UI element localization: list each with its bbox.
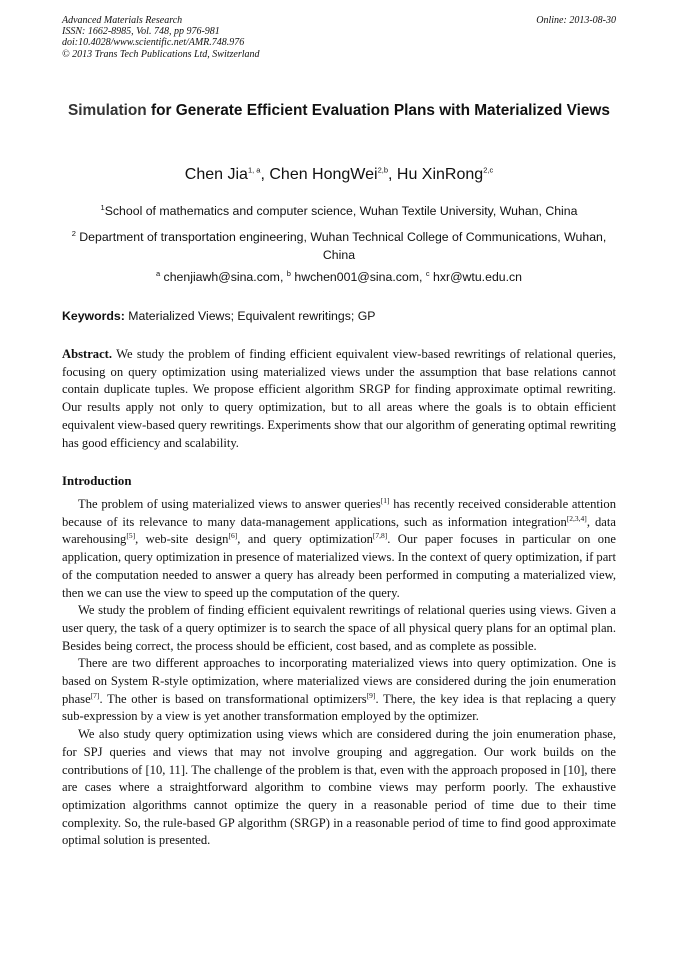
- author-name: Chen HongWei: [269, 166, 378, 183]
- citation[interactable]: [1]: [380, 495, 390, 505]
- text-run: There are two different approaches to incorporating materialized views into query optimization. One is based on System R-style optimization, where materialized views are considered during the join enumeration phase: [62, 656, 616, 706]
- author-sup: 2,c: [483, 165, 494, 175]
- affiliation-1: [62, 203, 616, 220]
- citation[interactable]: [2,3,4]: [566, 513, 587, 523]
- affiliation-text: Department of transportation engineering, Wuhan Technical College of Communications, Wuhan, China: [79, 230, 607, 262]
- paragraph: [62, 655, 616, 726]
- author-sup: 1, a: [247, 165, 261, 175]
- affiliation-sup: 2: [71, 228, 76, 238]
- paragraph: We study the problem of finding efficient equivalent rewritings of relational queries using views. Given a user query, the task of a query optimizer is to search the space of all physical query plans for an optimal plan. Besides being correct, the process should be efficient, cost based, and as complete as possible.: [62, 603, 616, 653]
- email-link[interactable]: chenjiawh@sina.com: [163, 270, 280, 284]
- email-list: $^a$ chenjiawh@sina.com, $^b$ hwchen001@sina.com, $^c$ hxr@wtu.edu.cn: [155, 268, 523, 284]
- citation[interactable]: [6]: [228, 531, 238, 541]
- text-run: has recently received considerable attention because of its relevance to many data-management applications, such as information integration: [62, 497, 616, 529]
- text-run: . Our paper focuses in particular on one application, query optimization in presence of materialized views. In the context of query optimization, if part of the computation needed to answer a query has already been performed in computing a materialized view, then we can use the view to speed up the computation of the query.: [62, 532, 616, 600]
- keywords-label: Keywords:: [62, 309, 125, 323]
- issn-line: ISSN: 1662-8985, Vol. 748, pp 976-981: [62, 26, 220, 38]
- affiliation-text: School of mathematics and computer science, Wuhan Textile University, Wuhan, China: [104, 204, 578, 218]
- paragraph: [62, 496, 616, 602]
- citation[interactable]: [5]: [126, 531, 136, 541]
- text-run: , and query optimization: [237, 532, 373, 547]
- introduction-body: [62, 496, 616, 850]
- email-sup: b: [286, 268, 291, 278]
- author-sup: 2,b: [377, 165, 389, 175]
- text-run: . There, the key idea is that replacing a query sub-expression by a view is yet another transformation employed by the optimizer.: [62, 691, 616, 724]
- affiliation-sup: 1: [100, 202, 105, 212]
- author-name: Chen Jia: [184, 166, 248, 183]
- abstract-label: Abstract.: [62, 347, 113, 361]
- author-list: Chen Jia$^{1, a}$, Chen HongWei$^{2,b}$, Hu XinRong$^{2,c}$: [184, 165, 494, 183]
- email-sup: c: [425, 268, 430, 278]
- author-name: Hu XinRong: [396, 166, 484, 183]
- section-heading-introduction: Introduction: [62, 474, 132, 488]
- doi-line[interactable]: doi:10.4028/www.scientific.net/AMR.748.976: [62, 37, 245, 49]
- journal-header: [62, 15, 616, 60]
- email-sup: a: [155, 268, 161, 278]
- keywords-section: [62, 309, 616, 323]
- text-run: , data warehousing: [62, 514, 616, 547]
- title-first-word: Simulation: [68, 102, 147, 119]
- citation[interactable]: [7]: [90, 690, 100, 700]
- email-link[interactable]: hxr@wtu.edu.cn: [432, 270, 523, 284]
- copyright-line: © 2013 Trans Tech Publications Ltd, Switzerland: [62, 48, 260, 60]
- affiliation-2: [62, 228, 616, 264]
- paragraph: We also study query optimization using views which are considered during the join enumeration phase, for SPJ queries and views that may not involve grouping and aggregation. Our work builds on the contributions of [10, 11]. The challenge of the problem is that, even with the approach proposed in [10], there are cases where a straightforward algorithm to combine views may perform poorly. The exhaustive optimization algorithms cannot optimize the query in a reasonable period of time due to their time complexity. So, the rule-based GP algorithm (SRGP) in a reasonable period of time to find good approximate optimal solution is presented.: [62, 727, 616, 848]
- citation[interactable]: [9]: [366, 690, 376, 700]
- title-rest: for Generate Efficient Evaluation Plans with Materialized Views: [150, 102, 610, 119]
- paper-title: [62, 90, 616, 132]
- citation[interactable]: [7,8]: [372, 531, 388, 541]
- text-run: . The other is based on transformational optimizers: [99, 691, 367, 706]
- text-run: The problem of using materialized views to answer queries: [78, 497, 381, 511]
- keywords-text: Materialized Views; Equivalent rewritings; GP: [128, 309, 376, 323]
- online-date: Online: 2013-08-30: [536, 15, 616, 26]
- abstract-section: [62, 346, 616, 452]
- email-link[interactable]: hwchen001@sina.com: [294, 270, 419, 284]
- text-run: , web-site design: [135, 532, 229, 547]
- abstract-text: We study the problem of finding efficient equivalent view-based rewritings of relational queries, focusing on query optimization using materialized views under the assumption that base relations cannot contain duplicate tuples. We propose efficient algorithm SRGP for finding approximate optimal rewriting. Our results apply not only to query optimization, but to all areas where the goals is to obtain efficient equivalent view-based query rewritings. Experiments show that our algorithm of generating optimal rewriting has good efficiency and scalability.: [62, 347, 616, 450]
- journal-name: Advanced Materials Research: [62, 15, 183, 26]
